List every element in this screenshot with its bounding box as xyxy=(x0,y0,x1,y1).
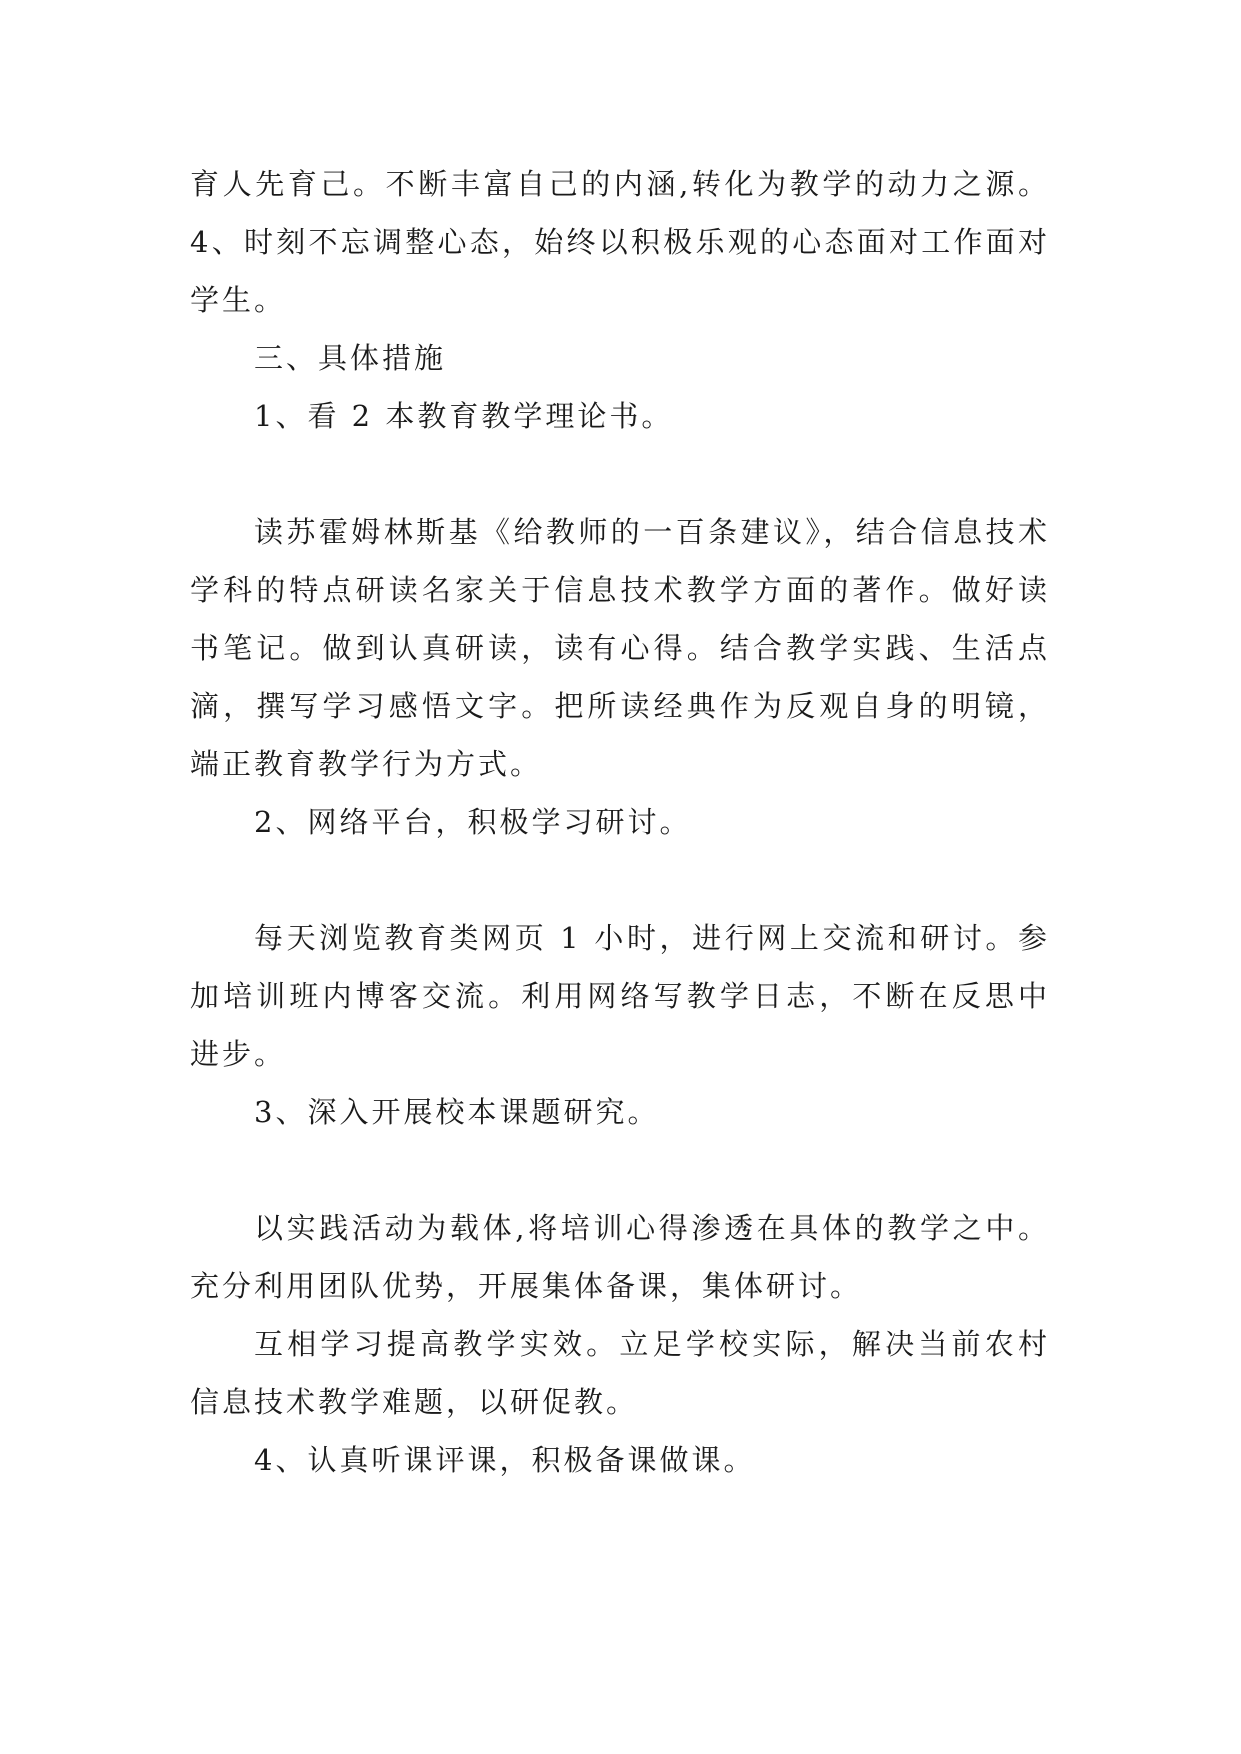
measure-heading-4: 4、认真听课评课，积极备课做课。 xyxy=(254,1443,756,1477)
paragraph-reading: 读苏霍姆林斯基《给教师的一百条建议》，结合信息技术学科的特点研读名家关于信息技术教学方面的著作。做好读书笔记。做到认真研读，读有心得。结合教学实践、生活点滴，撰写学习感悟文字。把所读经典作为反观自身的明镜，端正教育教学行为方式。 xyxy=(190,515,1050,781)
measure-heading-1: 1、看 2 本教育教学理论书。 xyxy=(254,399,674,433)
paragraph-practice: 以实践活动为载体,将培训心得渗透在具体的教学之中。充分利用团队优势，开展集体备课，集体研讨。 xyxy=(190,1211,1050,1303)
section-heading: 三、具体措施 xyxy=(254,341,447,375)
document-body xyxy=(190,155,1050,1489)
paragraph-continuation: 育人先育己。不断丰富自己的内涵,转化为教学的动力之源。4、时刻不忘调整心态，始终以积极乐观的心态面对工作面对学生。 xyxy=(190,167,1050,317)
measure-heading-3: 3、深入开展校本课题研究。 xyxy=(254,1095,660,1129)
measure-heading-2: 2、网络平台，积极学习研讨。 xyxy=(254,805,692,839)
paragraph-mutual-learning: 互相学习提高教学实效。立足学校实际，解决当前农村信息技术教学难题，以研促教。 xyxy=(190,1327,1050,1419)
paragraph-online: 每天浏览教育类网页 1 小时，进行网上交流和研讨。参加培训班内博客交流。利用网络写教学日志，不断在反思中进步。 xyxy=(190,921,1050,1071)
